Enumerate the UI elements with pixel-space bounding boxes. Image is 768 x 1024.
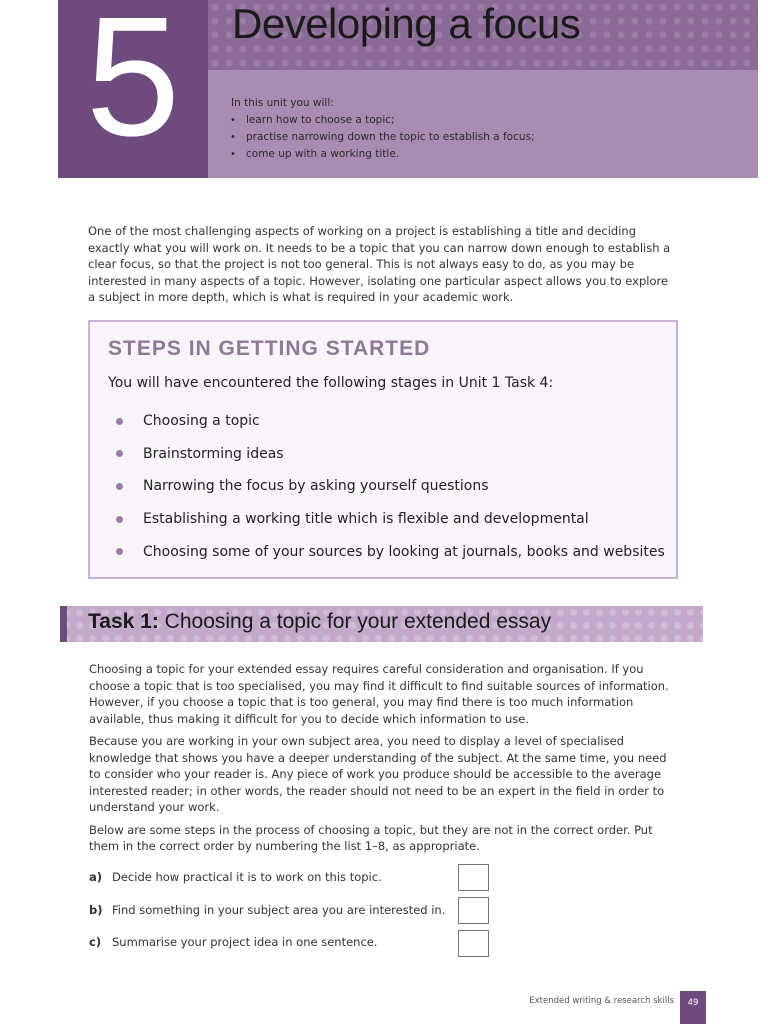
task-paragraph: Because you are working in your own subject area, you need to display a level of specialised knowledge that shows you have a deeper understanding of the subject. At the same time, you need to consider who your reader is. Any piece of work you produce should be accessible to the average interested reader; in other words, the reader should not need to be an expert in the field in order to understand your work.	[89, 734, 667, 814]
objective-item: • practise narrowing down the topic to establish a focus;	[230, 131, 535, 143]
step-item: Choosing a topic	[116, 405, 665, 438]
steps-title: STEPS IN GETTING STARTED	[108, 337, 431, 360]
task-body	[89, 661, 679, 861]
task-paragraph: Choosing a topic for your extended essay requires careful consideration and organisation. If you choose a topic that is too specialised, you may find it difficult to find suitable sources of information. However, if you choose a topic that is too general, you may find there is too much information available, thus making it difficult for you to decide which information to use.	[89, 662, 669, 726]
page-title: Developing a focus	[232, 0, 581, 47]
book-title: Extended writing & research skills	[529, 996, 674, 1006]
objective-item: • come up with a working title.	[230, 148, 400, 160]
bullet-icon	[116, 418, 123, 425]
step-item: Establishing a working title which is flexible and developmental	[116, 503, 665, 536]
step-item: Narrowing the focus by asking yourself questions	[116, 470, 665, 503]
objective-item: • learn how to choose a topic;	[230, 114, 395, 126]
task-title: Choosing a topic for your extended essay	[164, 610, 552, 633]
bullet-icon	[116, 450, 123, 457]
answer-box-c[interactable]	[458, 930, 489, 957]
page-number: 49	[680, 991, 706, 1024]
unit-number: 5	[85, 0, 181, 172]
objectives-intro: In this unit you will:	[231, 97, 334, 109]
objectives-list	[230, 112, 535, 163]
step-item: Brainstorming ideas	[116, 438, 665, 471]
bullet-icon	[116, 483, 123, 490]
task-heading-accent	[60, 606, 67, 642]
answer-box-b[interactable]	[458, 897, 489, 924]
question-row-b	[89, 903, 445, 917]
question-row-c	[89, 935, 378, 949]
step-item: Choosing some of your sources by looking at journals, books and websites	[116, 535, 665, 568]
question-letter: a)	[89, 870, 103, 884]
question-text: Find something in your subject area you are interested in.	[112, 903, 446, 917]
steps-intro: You will have encountered the following stages in Unit 1 Task 4:	[108, 375, 554, 391]
task-heading	[88, 610, 551, 634]
bullet-icon	[116, 516, 123, 523]
question-text: Decide how practical it is to work on this topic.	[112, 870, 382, 884]
question-letter: b)	[89, 903, 103, 917]
question-letter: c)	[89, 935, 102, 949]
intro-paragraph: One of the most challenging aspects of working on a project is establishing a title and deciding exactly what you will work on. It needs to be a topic that you can narrow down enough to establish a clear focus, so that the project is not too general. This is not always easy to do, as you may be interested in many aspects of a topic. However, isolating one particular aspect allows you to explore a subject in more depth, which is what is required in your academic work.	[88, 224, 671, 304]
question-text: Summarise your project idea in one sentence.	[112, 935, 378, 949]
answer-box-a[interactable]	[458, 864, 489, 891]
bullet-icon	[116, 548, 123, 555]
question-row-a	[89, 870, 382, 884]
task-label: Task 1:	[88, 610, 159, 633]
task-paragraph: Below are some steps in the process of choosing a topic, but they are not in the correct order. Put them in the correct order by numbering the list 1–8, as appropriate.	[89, 822, 653, 853]
steps-list	[116, 405, 665, 568]
